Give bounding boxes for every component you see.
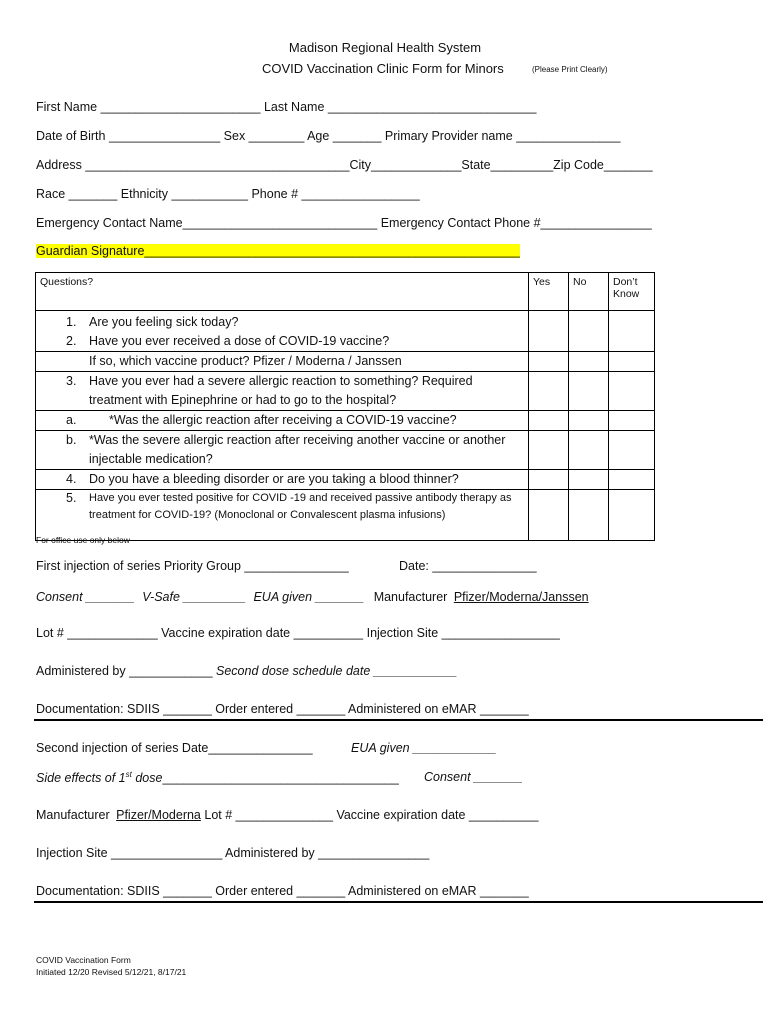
question-row: [36, 372, 529, 411]
question-row: [36, 490, 529, 541]
second-dose-schedule-field[interactable]: Second dose schedule date ____________: [216, 664, 458, 678]
question-text: *Was the severe allergic reaction after receiving another vaccine or another injectable medication?: [89, 433, 506, 466]
side-effects-line[interactable]: [36, 770, 399, 785]
second-manufacturer-line[interactable]: [36, 808, 538, 822]
answer-yes-cell[interactable]: [529, 411, 569, 431]
question-row: [36, 470, 529, 490]
first-injection-date[interactable]: Date: _______________: [399, 559, 537, 573]
answer-yes-cell[interactable]: [529, 470, 569, 490]
yes-column-header: Yes: [529, 273, 569, 311]
vsafe-field[interactable]: V-Safe _________: [142, 590, 246, 604]
question-number: 5.: [66, 491, 77, 505]
footer-form-name: COVID Vaccination Form: [36, 955, 131, 965]
answer-yes-cell[interactable]: [529, 431, 569, 470]
manufacturer-value: Pfizer/Moderna/Janssen: [453, 590, 589, 604]
answer-dont-know-cell[interactable]: [609, 411, 655, 431]
answer-no-cell[interactable]: [569, 431, 609, 470]
answer-no-cell[interactable]: [569, 352, 609, 372]
guardian-signature-line[interactable]: [36, 244, 520, 258]
manufacturer-label: Manufacturer: [373, 590, 448, 604]
first-consent-line[interactable]: [36, 590, 589, 604]
answer-yes-cell[interactable]: [529, 490, 569, 541]
first-injection-line[interactable]: First injection of series Priority Group _______________: [36, 559, 349, 573]
question-row: [36, 352, 529, 372]
side-effects-blank[interactable]: __________________________________: [162, 771, 399, 786]
answer-dont-know-cell[interactable]: [609, 431, 655, 470]
form-title: COVID Vaccination Clinic Form for Minors: [262, 61, 504, 76]
second-injection-site-line[interactable]: Injection Site ________________ Administered by ________________: [36, 846, 430, 860]
first-administered-line[interactable]: [36, 664, 457, 678]
question-number: a.: [66, 413, 77, 427]
consent-field[interactable]: Consent _______: [36, 590, 135, 604]
question-text: Have you ever had a severe allergic reaction to something? Required treatment with Epinephrine or had to go to the hospital?: [89, 374, 473, 407]
side-effects-label: Side effects of 1st dose: [36, 770, 163, 786]
second-consent-field[interactable]: Consent _______: [424, 770, 523, 784]
section-divider: [34, 901, 763, 903]
answer-dont-know-cell[interactable]: [609, 311, 655, 352]
answer-dont-know-cell[interactable]: [609, 352, 655, 372]
first-documentation-line[interactable]: Documentation: SDIIS _______ Order entered _______ Administered on eMAR _______: [36, 702, 529, 716]
question-number: 4.: [66, 472, 77, 486]
question-text: If so, which vaccine product? Pfizer / Moderna / Janssen: [89, 354, 402, 368]
org-name: Madison Regional Health System: [288, 40, 482, 55]
name-field-line[interactable]: First Name _______________________ Last Name ______________________________: [36, 100, 537, 114]
office-use-note: For office use only below: [36, 535, 130, 545]
administered-by-field[interactable]: Administered by ____________: [36, 664, 213, 678]
guardian-signature-label: Guardian Signature______________________________________________________: [36, 244, 520, 258]
manufacturer-label: Manufacturer: [36, 808, 114, 822]
dont-know-column-header: Don’t Know: [609, 273, 655, 311]
answer-dont-know-cell[interactable]: [609, 490, 655, 541]
second-documentation-line[interactable]: Documentation: SDIIS _______ Order entered _______ Administered on eMAR _______: [36, 884, 529, 898]
question-number: 2.: [66, 334, 77, 348]
answer-yes-cell[interactable]: [529, 372, 569, 411]
eua-given-field[interactable]: EUA given _______: [253, 590, 365, 604]
question-row: [36, 431, 529, 470]
question-number: b.: [66, 433, 77, 447]
second-injection-line[interactable]: Second injection of series Date_______________: [36, 741, 313, 755]
questions-header: Questions?: [36, 273, 529, 311]
manufacturer-value: Pfizer/Moderna: [116, 808, 201, 822]
question-row: [36, 411, 529, 431]
question-text: Do you have a bleeding disorder or are you taking a blood thinner?: [89, 472, 459, 486]
second-lot-field[interactable]: Lot # ______________ Vaccine expiration date __________: [200, 808, 539, 822]
answer-yes-cell[interactable]: [529, 311, 569, 352]
answer-no-cell[interactable]: [569, 311, 609, 352]
emergency-contact-line[interactable]: Emergency Contact Name____________________________ Emergency Contact Phone #________________: [36, 216, 652, 230]
answer-yes-cell[interactable]: [529, 352, 569, 372]
answer-dont-know-cell[interactable]: [609, 372, 655, 411]
question-number: 1.: [66, 315, 77, 329]
answer-no-cell[interactable]: [569, 372, 609, 411]
second-eua-given-field[interactable]: EUA given ____________: [351, 741, 497, 755]
footer-revision: Initiated 12/20 Revised 5/12/21, 8/17/21: [36, 967, 187, 977]
answer-no-cell[interactable]: [569, 470, 609, 490]
dob-field-line[interactable]: Date of Birth ________________ Sex ________ Age _______ Primary Provider name _______________: [36, 129, 621, 143]
questions-table: [35, 272, 655, 541]
question-row: [36, 311, 529, 352]
answer-dont-know-cell[interactable]: [609, 470, 655, 490]
first-lot-line[interactable]: Lot # _____________ Vaccine expiration date __________ Injection Site _________________: [36, 626, 560, 640]
address-field-line[interactable]: Address ______________________________________City_____________State_________Zip Code_______: [36, 158, 653, 172]
print-note: (Please Print Clearly): [532, 65, 608, 74]
no-column-header: No: [569, 273, 609, 311]
answer-no-cell[interactable]: [569, 490, 609, 541]
section-divider: [34, 719, 763, 721]
question-text: Have you ever tested positive for COVID -19 and received passive antibody therapy as treatment for COVID-19? (Monoclonal or Convalescent plasma infusions): [89, 492, 512, 521]
answer-no-cell[interactable]: [569, 411, 609, 431]
question-text: *Was the allergic reaction after receiving a COVID-19 vaccine?: [109, 413, 457, 427]
question-text: Have you ever received a dose of COVID-19 vaccine?: [89, 334, 390, 348]
question-number: 3.: [66, 374, 77, 388]
race-field-line[interactable]: Race _______ Ethnicity ___________ Phone # _________________: [36, 187, 420, 201]
question-text: Are you feeling sick today?: [89, 315, 239, 329]
